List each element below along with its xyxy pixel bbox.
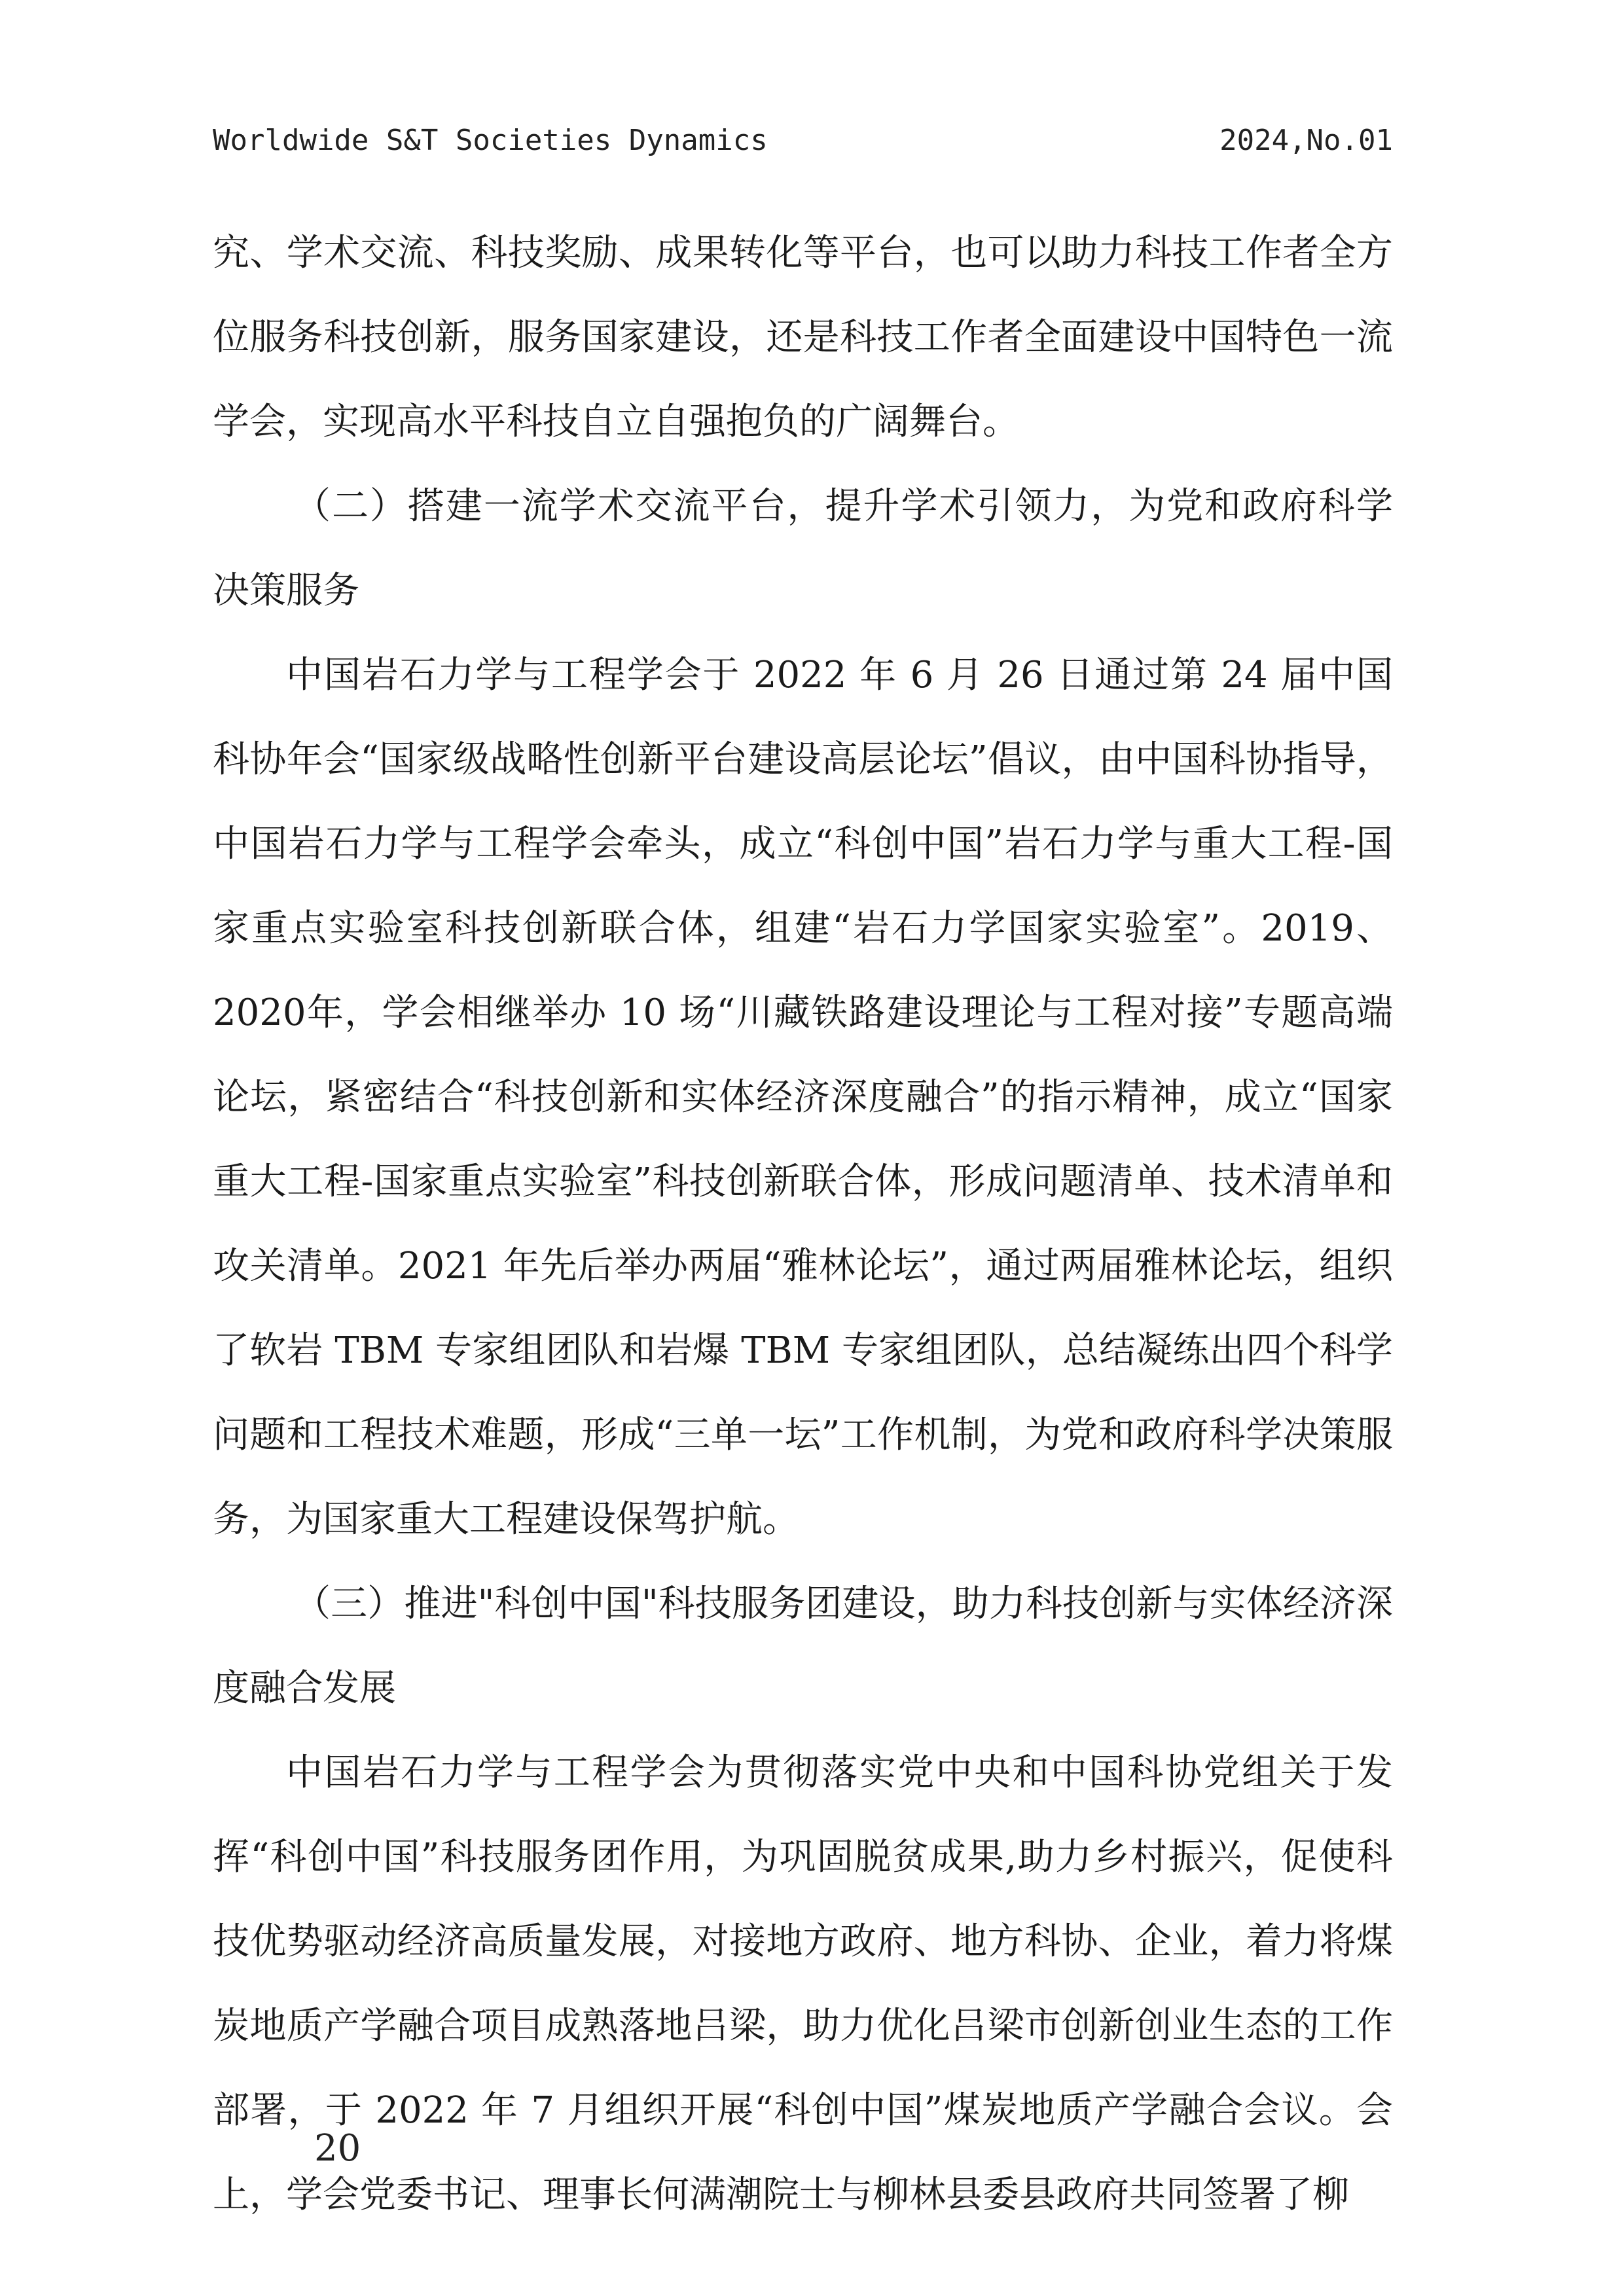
issue-number: 2024,No.01 bbox=[1219, 124, 1393, 157]
article-body bbox=[213, 211, 1393, 2237]
body-paragraph: 究、学术交流、科技奖励、成果转化等平台，也可以助力科技工作者全方位服务科技创新，服务国家建设，还是科技工作者全面建设中国特色一流学会，实现高水平科技自立自强抱负的广阔舞台。 bbox=[213, 232, 1393, 443]
body-paragraph: 中国岩石力学与工程学会为贯彻落实党中央和中国科协党组关于发挥“科创中国”科技服务团作用，为巩固脱贫成果,助力乡村振兴，促使科技优势驱动经济高质量发展，对接地方政府、地方科协、企业，着力将煤炭地质产学融合项目成熟落地吕梁，助力优化吕梁市创新创业生态的工作部署，于 2022 年 7 月组织开展“科创中国”煤炭地质产学融合会议。会上，学会党委书记、理事长何满潮院士与柳林县委县政府共同签署了柳 bbox=[213, 1751, 1393, 2216]
page-number: 20 bbox=[314, 2127, 361, 2170]
section-heading: （二）搭建一流学术交流平台，提升学术引领力，为党和政府科学决策服务 bbox=[213, 485, 1393, 612]
section-heading: （三）推进"科创中国"科技服务团建设，助力科技创新与实体经济深度融合发展 bbox=[213, 1583, 1393, 1710]
journal-title: Worldwide S&T Societies Dynamics bbox=[213, 124, 768, 157]
body-paragraph: 中国岩石力学与工程学会于 2022 年 6 月 26 日通过第 24 届中国科协年会“国家级战略性创新平台建设高层论坛”倡议，由中国科协指导，中国岩石力学与工程学会牵头，成立“科创中国”岩石力学与重大工程-国家重点实验室科技创新联合体，组建“岩石力学国家实验室”。2019、2020年，学会相继举办 10 场“川藏铁路建设理论与工程对接”专题高端论坛，紧密结合“科技创新和实体经济深度融合”的指示精神，成立“国家重大工程-国家重点实验室”科技创新联合体，形成问题清单、技术清单和攻关清单。2021 年先后举办两届“雅林论坛”，通过两届雅林论坛，组织了软岩 TBM 专家组团队和岩爆 TBM 专家组团队，总结凝练出四个科学问题和工程技术难题，形成“三单一坛”工作机制，为党和政府科学决策服务，为国家重大工程建设保驾护航。 bbox=[213, 654, 1394, 1541]
running-header bbox=[213, 121, 1393, 160]
